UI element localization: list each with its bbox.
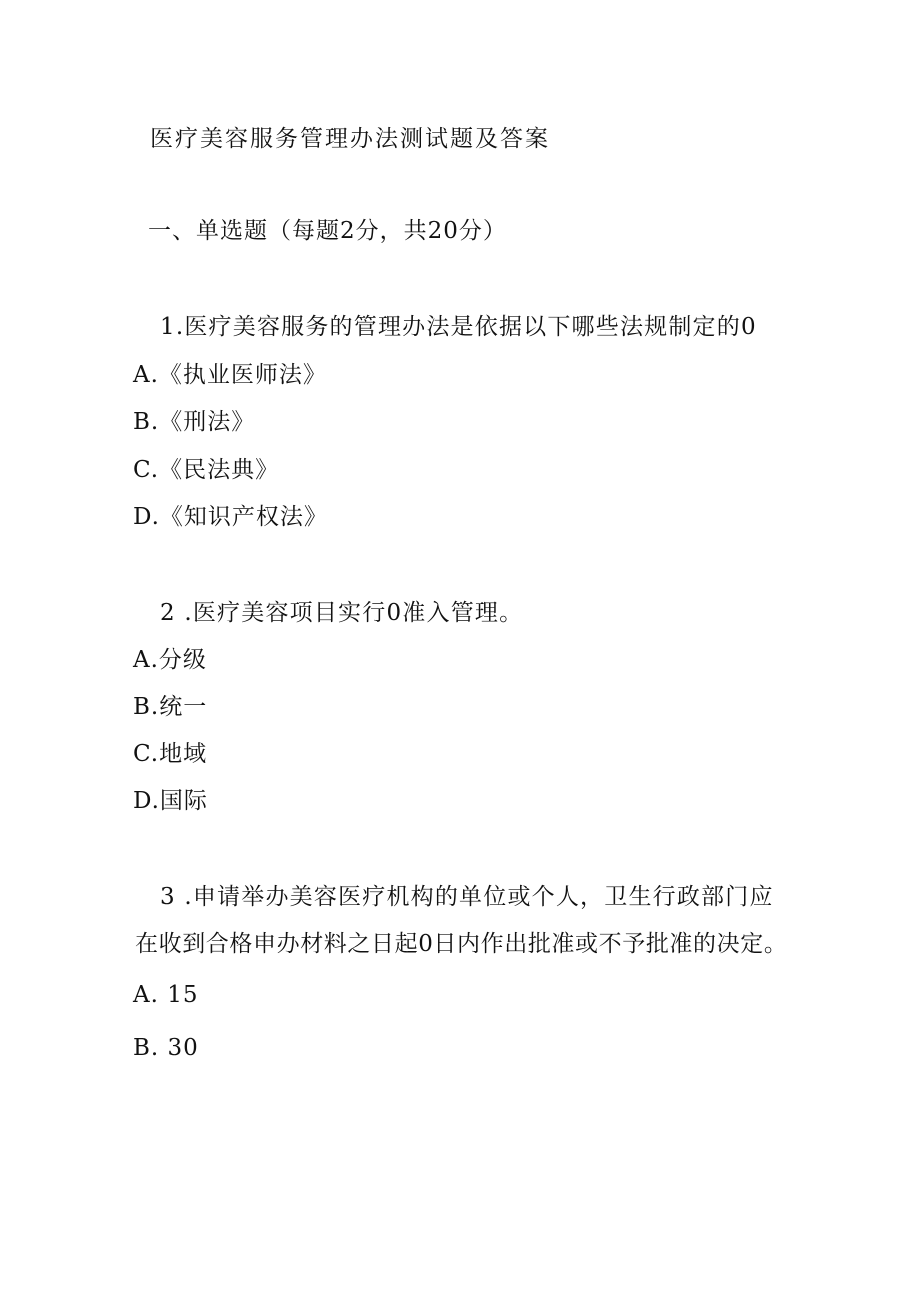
option-d: D.《知识产权法》 — [133, 504, 328, 530]
option-a: A. 15 — [133, 982, 199, 1008]
question-stem-line-2: 在收到合格申办材料之日起0日内作出批准或不予批准的决定。 — [135, 931, 788, 957]
option-b: B. 30 — [133, 1035, 199, 1061]
question-stem: 1.医疗美容服务的管理办法是依据以下哪些法规制定的0 — [160, 314, 757, 340]
option-a: A.分级 — [133, 647, 207, 673]
option-b: B.《刑法》 — [133, 409, 256, 435]
option-c: C.地域 — [133, 741, 208, 767]
option-a: A.《执业医师法》 — [133, 362, 327, 388]
option-c: C.《民法典》 — [133, 457, 280, 483]
option-d: D.国际 — [133, 788, 208, 814]
document-title: 医疗美容服务管理办法测试题及答案 — [150, 126, 550, 152]
question-stem: 2 .医疗美容项目实行0准入管理。 — [160, 600, 524, 626]
question-stem-line-1: 3 .申请举办美容医疗机构的单位或个人，卫生行政部门应 — [160, 884, 774, 910]
option-b: B.统一 — [133, 694, 208, 720]
section-heading: 一、单选题（每题2分，共20分） — [148, 218, 507, 244]
